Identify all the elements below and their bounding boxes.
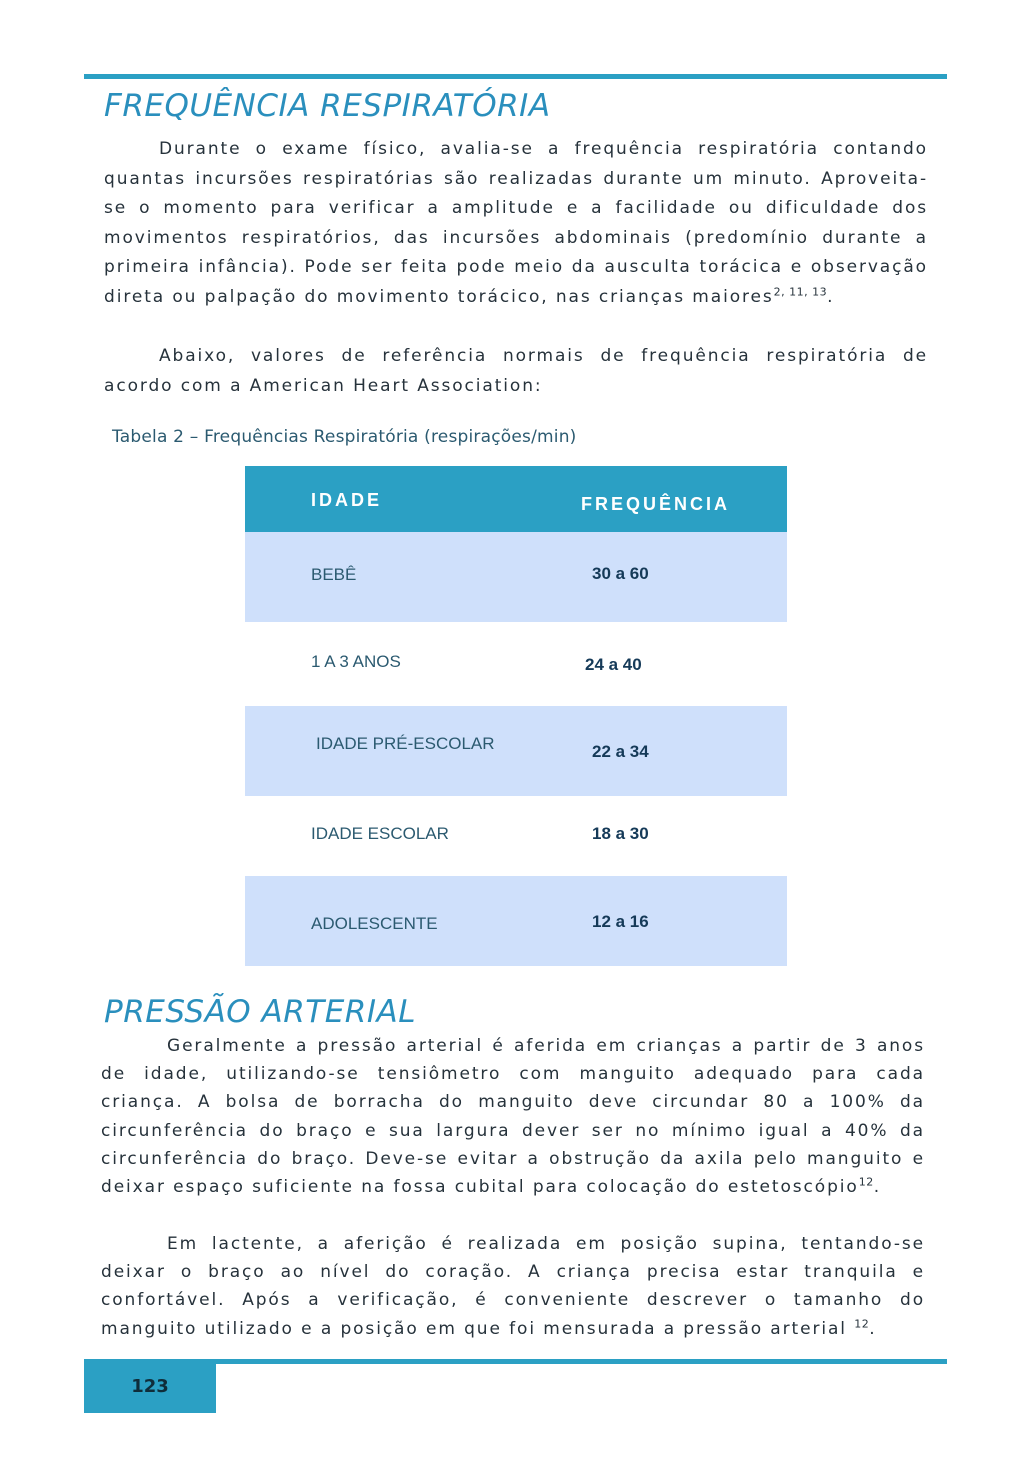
table-row xyxy=(245,796,787,876)
top-divider xyxy=(84,74,947,79)
paragraph-end: . xyxy=(873,1177,882,1198)
section-title-blood-pressure: PRESSÃO ARTERIAL xyxy=(104,994,416,1030)
reference-superscript: 12 xyxy=(854,1316,870,1330)
paragraph-end: . xyxy=(827,286,835,307)
paragraph-blood-pressure-intro xyxy=(101,1032,925,1201)
header-frequency: FREQUÊNCIA xyxy=(581,494,731,514)
table-header xyxy=(245,466,787,532)
paragraph-reference-values: Abaixo, valores de referência normais de frequência respiratória de acordo com a American Heart Association: xyxy=(104,346,928,396)
paragraph-end: . xyxy=(869,1318,877,1339)
cell-frequency: 18 a 30 xyxy=(592,824,649,843)
paragraph-respiratory-intro xyxy=(104,135,928,313)
respiratory-rate-table xyxy=(245,466,787,966)
paragraph-text: Em lactente, a aferição é realizada em posição supina, tentando-se deixar o braço ao nível do coração. A criança precisa estar tranquila e confortável. Após a verificação, é conveniente descrever o tamanho do manguito utilizado e a posição em que foi mensurada a pressão arterial xyxy=(101,1234,925,1339)
table-row xyxy=(245,532,787,622)
cell-age: BEBÊ xyxy=(311,565,357,584)
cell-frequency: 12 a 16 xyxy=(592,912,649,931)
cell-age: IDADE PRÉ-ESCOLAR xyxy=(316,734,495,753)
table-row xyxy=(245,622,787,706)
table-caption: Tabela 2 – Frequências Respiratória (respirações/min) xyxy=(112,427,577,447)
paragraph-blood-pressure-infant xyxy=(101,1230,925,1343)
page-number: 123 xyxy=(131,1375,169,1397)
cell-frequency: 30 a 60 xyxy=(592,564,649,583)
cell-frequency: 24 a 40 xyxy=(585,655,642,674)
reference-superscript: 12 xyxy=(858,1175,874,1189)
section-title-respiratory-rate: FREQUÊNCIA RESPIRATÓRIA xyxy=(104,88,551,124)
page-number-box xyxy=(84,1359,216,1413)
cell-frequency: 22 a 34 xyxy=(592,742,649,761)
cell-age: IDADE ESCOLAR xyxy=(311,824,449,843)
paragraph-text: Geralmente a pressão arterial é aferida em crianças a partir de 3 anos de idade, utilizando-se tensiômetro com manguito adequado para cada criança. A bolsa de borracha do manguito deve circundar 80 a 100% da circunferência do braço e sua largura dever ser no mínimo igual a 40% da circunferência do braço. Deve-se evitar a obstrução da axila pelo manguito e deixar espaço suficiente na fossa cubital para colocação do estetoscópio xyxy=(101,1036,925,1198)
paragraph-text: Durante o exame físico, avalia-se a frequência respiratória contando quantas incursões respiratórias são realizadas durante um minuto. Aproveita-se o momento para verificar a amplitude e a facilidade ou dificuldade dos movimentos respiratórios, das incursões abdominais (predomínio durante a primeira infância). Pode ser feita pode meio da ausculta torácica e observação direta ou palpação do movimento torácico, nas crianças maiores xyxy=(104,139,928,307)
reference-superscript: 2, 11, 13 xyxy=(773,285,828,299)
cell-age: 1 A 3 ANOS xyxy=(311,652,401,671)
header-age: IDADE xyxy=(311,490,383,510)
table-row xyxy=(245,706,787,796)
cell-age: ADOLESCENTE xyxy=(311,914,438,933)
table-row xyxy=(245,876,787,966)
